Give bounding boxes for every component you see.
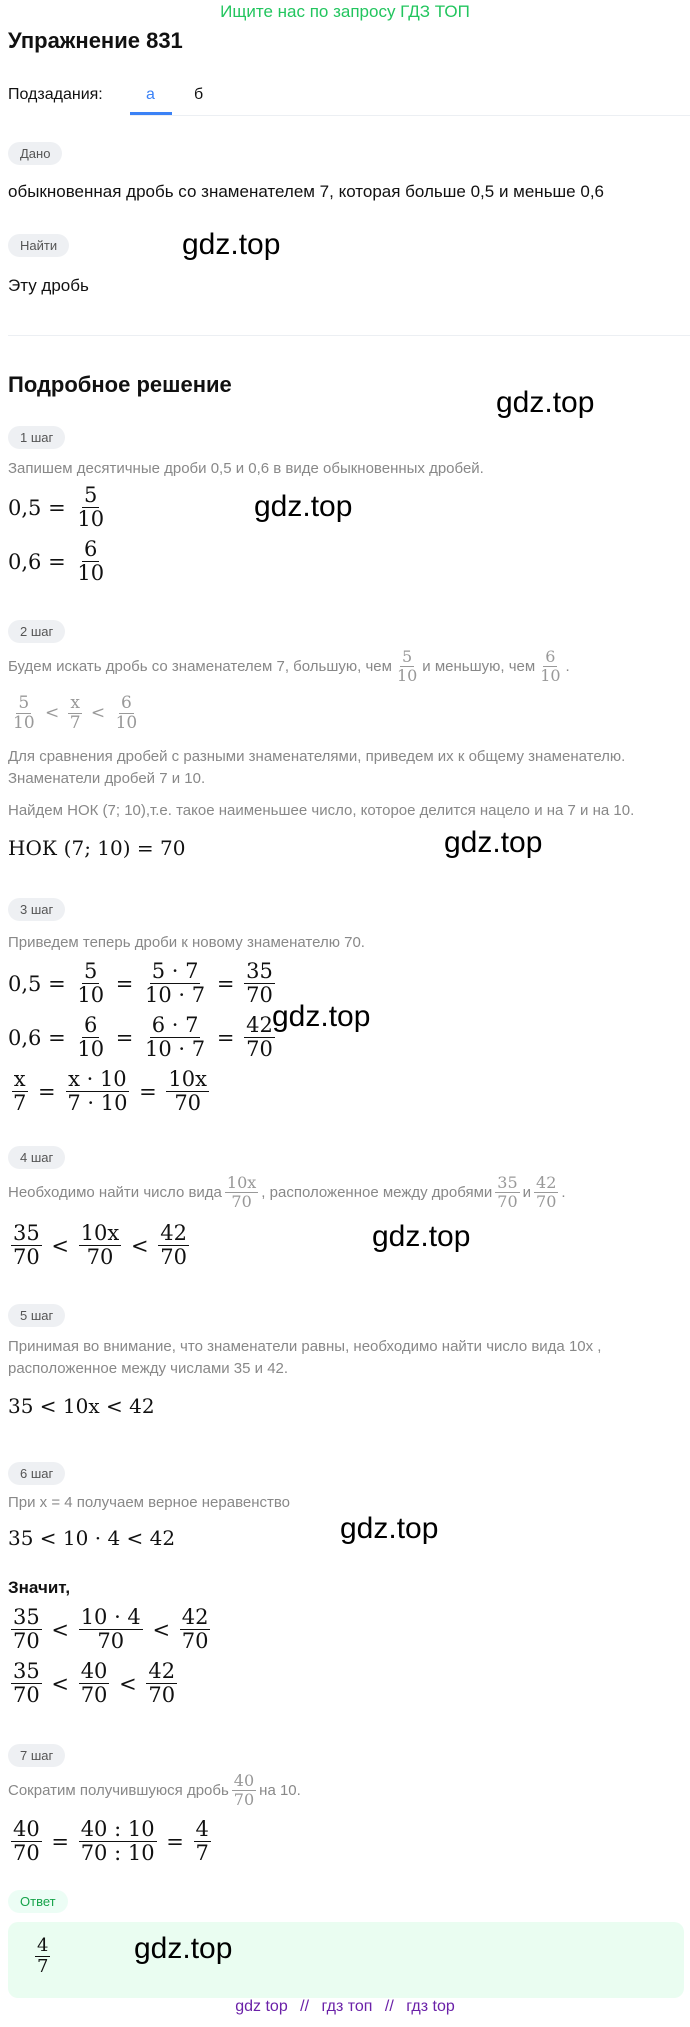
reduction: $\frac{40}{70}$ = $\frac{40 : 10}{70 : 10}$ = $\frac{4}{7}$ bbox=[13, 1817, 209, 1866]
conversion-0-6: 0,6 = $\frac{6}{10}$ = $\frac{6 \cdot 7}{10 \cdot 7}$ = $\frac{42}{70}$ bbox=[8, 1013, 273, 1062]
inequality-35-10x-42: 35 < 10x < 42 bbox=[8, 1394, 155, 1418]
step-badge-1: 1 шаг bbox=[8, 426, 65, 449]
watermark: gdz.top bbox=[134, 1932, 233, 1965]
conversion-x: $\frac{x}{7}$ = $\frac{x \cdot 10}{7 \cdot 10}$ = $\frac{10x}{70}$ bbox=[13, 1067, 207, 1116]
step-badge-7: 7 шаг bbox=[8, 1744, 65, 1767]
watermark: gdz.top bbox=[254, 490, 353, 523]
answer-badge: Ответ bbox=[8, 1890, 68, 1913]
inequality-check: 35 < 10 · 4 < 42 bbox=[8, 1526, 176, 1550]
conversion-0-5: 0,5 = $\frac{5}{10}$ = $\frac{5 \cdot 7}{10 \cdot 7}$ = $\frac{35}{70}$ bbox=[8, 959, 273, 1008]
step-badge-6: 6 шаг bbox=[8, 1462, 65, 1485]
step-5-text2: расположенное между числами 35 и 42. bbox=[8, 1360, 289, 1377]
step-2-text3: Знаменатели дробей 7 и 10. bbox=[8, 770, 206, 787]
subtasks-label: Подзадания: bbox=[8, 86, 103, 103]
step-6-text: При x = 4 получаем верное неравенство bbox=[8, 1494, 291, 1511]
footer-sep-1: // bbox=[300, 1998, 310, 2015]
tab-a[interactable]: а bbox=[146, 86, 155, 103]
watermark: gdz.top bbox=[372, 1220, 471, 1253]
equation-0-5: 0,5 = $\frac{5}{10}$ bbox=[8, 483, 105, 532]
watermark: gdz.top bbox=[444, 826, 543, 859]
inequality-10-4-over-70: $\frac{35}{70}$ < $\frac{10 \cdot 4}{70}$ < $\frac{42}{70}$ bbox=[13, 1605, 209, 1654]
footer-link-3[interactable]: гдз top bbox=[406, 1998, 455, 2015]
find-text: Эту дробь bbox=[8, 276, 89, 295]
watermark: gdz.top bbox=[182, 228, 281, 261]
answer-box bbox=[8, 1922, 684, 1998]
given-badge: Дано bbox=[8, 142, 62, 165]
footer-link-1[interactable]: gdz top bbox=[235, 1998, 288, 2015]
step-2-text2: Для сравнения дробей с разными знаменателями, приведем их к общему знаменателю. bbox=[8, 748, 626, 765]
footer-links bbox=[0, 1998, 690, 2016]
step-2-text: Будем искать дробь со знаменателем 7, большую, чем $\frac{5}{10}$ и меньшую, чем $\frac{6}{10}$ . bbox=[8, 647, 570, 685]
find-badge: Найти bbox=[8, 234, 69, 257]
solution-title: Подробное решение bbox=[8, 372, 232, 397]
nok-result: НОК (7; 10) = 70 bbox=[8, 836, 186, 860]
step-2-text4: Найдем НОК (7; 10),т.е. такое наименьшее число, которое делится нацело и на 7 и на 10. bbox=[8, 802, 635, 819]
section-divider bbox=[8, 335, 690, 336]
watermark: gdz.top bbox=[340, 1512, 439, 1545]
step-1-text: Запишем десятичные дроби 0,5 и 0,6 в виде обыкновенных дробей. bbox=[8, 460, 484, 477]
footer-link-2[interactable]: гдз топ bbox=[321, 1998, 373, 2015]
step-4-text: Необходимо найти число вида $\frac{10x}{70}$ , расположенное между дробями $\frac{35}{70}$ и $\frac{42}{70}$ . bbox=[8, 1173, 566, 1211]
inequality-x-over-7: $\frac{5}{10}$ < $\frac{x}{7}$ < $\frac{6}{10}$ bbox=[13, 693, 138, 733]
tab-b[interactable]: б bbox=[194, 86, 204, 103]
step-badge-2: 2 шаг bbox=[8, 620, 65, 643]
page-title: Упражнение 831 bbox=[8, 28, 183, 53]
step-5-text1: Принимая во внимание, что знаменатели равны, необходимо найти число вида 10x , bbox=[8, 1338, 602, 1355]
given-text: обыкновенная дробь со знаменателем 7, которая больше 0,5 и меньше 0,6 bbox=[8, 182, 604, 201]
step-badge-3: 3 шаг bbox=[8, 898, 65, 921]
inequality-10x-over-70: $\frac{35}{70}$ < $\frac{10x}{70}$ < $\frac{42}{70}$ bbox=[13, 1221, 187, 1270]
watermark: gdz.top bbox=[272, 1000, 371, 1033]
watermark: gdz.top bbox=[496, 386, 595, 419]
step-badge-5: 5 шаг bbox=[8, 1304, 65, 1327]
inequality-40-over-70: $\frac{35}{70}$ < $\frac{40}{70}$ < $\frac{42}{70}$ bbox=[13, 1659, 176, 1708]
tabs-divider bbox=[130, 115, 690, 116]
step-7-text: Сократим получившуюся дробь $\frac{40}{70}$ на 10. bbox=[8, 1771, 301, 1809]
therefore-label: Значит, bbox=[8, 1578, 71, 1597]
answer-fraction: $\frac{4}{7}$ bbox=[37, 1935, 49, 1977]
equation-0-6: 0,6 = $\frac{6}{10}$ bbox=[8, 537, 105, 586]
step-3-text: Приведем теперь дроби к новому знаменателю 70. bbox=[8, 934, 365, 951]
search-banner[interactable]: Ищите нас по запросу ГДЗ ТОП bbox=[220, 2, 470, 21]
footer-sep-2: // bbox=[384, 1998, 394, 2015]
step-badge-4: 4 шаг bbox=[8, 1146, 65, 1169]
